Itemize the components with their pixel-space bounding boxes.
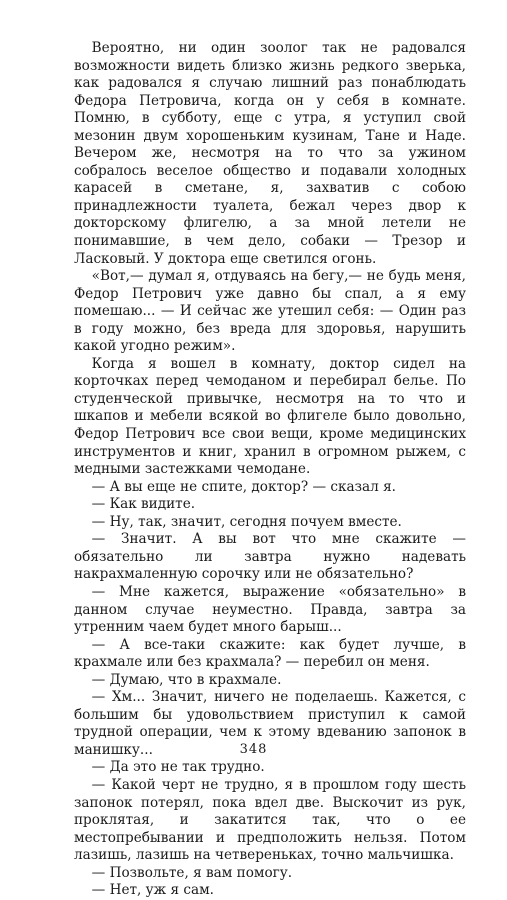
dialogue-line-6: — А все-таки скажите: как будет лучше, в крахмале или без крахмала? — перебил он меня. — [74, 636, 466, 671]
paragraph-1: Вероятно, ни один зоолог так не радовался возможности видеть близко жизнь редкого зверька, как радовался я случаю лишний раз понаблюдать Федора Петровича, когда он у себя в комнате. Помню, в субботу, еще с утра, я уступил свой мезонин двум хорошеньким кузинам, Тане и Наде. Вечером же, несмотря на то что за ужином собралось веселое общество и подавали холодных карасей в сметане, я, захватив с собою принадлежности туалета, бежал через двор к докторскому флигелю, а за мной летели не понимавшие, в чем дело, собаки — Трезор и Ласковый. У доктора еще светился огонь. — [74, 40, 466, 267]
dialogue-line-9: — Да это не так трудно. — [91, 759, 265, 776]
dialogue-line-5: — Мне кажется, выражение «обязательно» в данном случае неуместно. Правда, завтра за утренним чаем будет много барыш... — [74, 583, 466, 636]
paragraph-2: «Вот,— думал я, отдуваясь на бегу,— не будь меня, Федор Петрович уже давно бы спал, а я ему помешаю... — И сейчас же утешил себя: — Один раз в году можно, без вреда для здоровья, нарушить какой угодно режим». — [74, 268, 466, 355]
dialogue-line-7: — Думаю, что в крахмале. — [91, 671, 282, 688]
page-number: 348 — [239, 742, 268, 757]
page-body-text — [74, 40, 466, 900]
dialogue-line-2: — Как видите. — [91, 496, 196, 513]
dialogue-line-1: — А вы еще не спите, доктор? — сказал я. — [91, 478, 396, 495]
dialogue-line-10: — Какой черт не трудно, я в прошлом году шесть запонок потерял, пока вдел две. Выскочит из рук, проклятая, и закатится так, что о ее местопребывании и предположить нельзя. Потом лазишь, лазишь на четвереньках, точно мальчишка. — [74, 776, 466, 864]
dialogue-line-12: — Нет, уж я сам. — [91, 882, 214, 899]
dialogue-line-3: — Ну, так, значит, сегодня почуем вместе. — [91, 513, 402, 530]
dialogue-line-11: — Позвольте, я вам помогу. — [91, 864, 293, 881]
dialogue-line-8: — Хм... Значит, ничего не поделаешь. Кажется, с большим бы удовольствием приступил к самой трудной операции, чем к этому вдеванию запонок в манишку... — [74, 689, 466, 758]
paragraph-3: Когда я вошел в комнату, доктор сидел на корточках перед чемоданом и перебирал белье. По студенческой привычке, несмотря на то что и шкапов и мебели всякой во флигеле было довольно, Федор Петрович все свои вещи, кроме медицинских инструментов и книг, хранил в огромном рыжем, с медными застежками чемодане. — [74, 355, 466, 478]
dialogue-line-4: — Значит. А вы вот что мне скажите — обязательно ли завтра нужно надевать накрахмаленную сорочку или не обязательно? — [74, 531, 466, 583]
